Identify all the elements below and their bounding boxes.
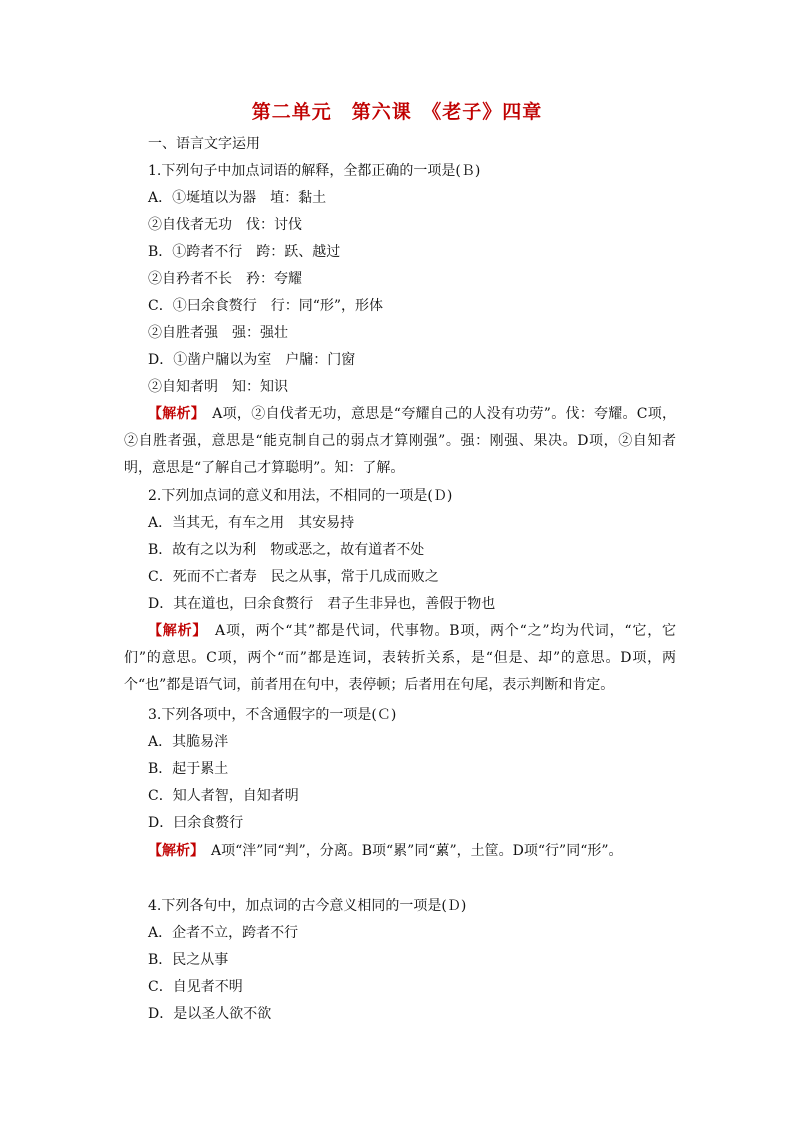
q2-option-a: A．当其无，有车之用 其安易持 bbox=[148, 515, 355, 531]
question-3-stem: 3.下列各项中，不含通假字的一项是(Ｃ) bbox=[148, 707, 397, 723]
section-heading: 一、语言文字运用 bbox=[148, 136, 260, 152]
q2-option-b: B．故有之以为利 物或恶之，故有道者不处 bbox=[148, 542, 425, 558]
q1-option-c2: ②自胜者强 强：强壮 bbox=[148, 325, 288, 341]
q3-analysis bbox=[124, 838, 676, 865]
q1-option-b1: B．①跨者不行 跨：跃、越过 bbox=[148, 244, 341, 260]
q1-option-a2: ②自伐者无功 伐：讨伐 bbox=[148, 217, 302, 233]
question-1-stem: 1.下列句子中加点词语的解释，全都正确的一项是(Ｂ) bbox=[148, 163, 481, 179]
q1-option-b2: ②自矜者不长 矜：夸耀 bbox=[148, 271, 302, 287]
question-2-stem: 2.下列加点词的意义和用法，不相同的一项是(Ｄ) bbox=[148, 488, 453, 504]
q4-option-b: B．民之从事 bbox=[148, 952, 229, 968]
q3-option-c: C．知人者智，自知者明 bbox=[148, 788, 299, 804]
q1-option-a1: A．①埏埴以为器 埴：黏土 bbox=[148, 190, 327, 206]
q3-option-d: D．曰余食赘行 bbox=[148, 815, 244, 831]
q2-option-d: D．其在道也，曰余食赘行 君子生非异也，善假于物也 bbox=[148, 596, 496, 612]
q3-option-a: A．其脆易泮 bbox=[148, 734, 229, 750]
analysis-tag: 【解析】 bbox=[148, 843, 197, 859]
q1-analysis bbox=[124, 401, 676, 482]
analysis-tag: 【解析】 bbox=[148, 406, 199, 422]
q4-option-a: A．企者不立，跨者不行 bbox=[148, 925, 299, 941]
q4-option-d: D．是以圣人欲不欲 bbox=[148, 1006, 272, 1022]
analysis-tag: 【解析】 bbox=[148, 623, 201, 639]
q3-analysis-text: A项“泮”同“判”，分离。B项“累”同“蔂”，土筐。D项“行”同“形”。 bbox=[197, 843, 623, 859]
q3-option-b: B．起于累土 bbox=[148, 761, 229, 777]
page-title: 第二单元 第六课 《老子》四章 bbox=[251, 101, 543, 123]
q2-analysis bbox=[124, 618, 676, 699]
q4-option-c: C．自见者不明 bbox=[148, 979, 243, 995]
q1-option-d1: D．①凿户牖以为室 户牖：门窗 bbox=[148, 352, 356, 368]
q2-analysis-text: A项，两个“其”都是代词，代事物。B项，两个“之”均为代词，“它，它们”的意思。C项，两个“而”都是连词，表转折关系，是“但是、却”的意思。D项，两个“也”都是语气词，前者用在句中，表停顿；后者用在句尾，表示判断和肯定。 bbox=[124, 623, 677, 693]
q2-option-c: C．死而不亡者寿 民之从事，常于几成而败之 bbox=[148, 569, 439, 585]
q1-option-c1: C．①曰余食赘行 行：同“形”，形体 bbox=[148, 298, 384, 314]
q1-option-d2: ②自知者明 知：知识 bbox=[148, 379, 288, 395]
question-4-stem: 4.下列各句中，加点词的古今意义相同的一项是(Ｄ) bbox=[148, 898, 467, 914]
q1-analysis-text: A项，②自伐者无功，意思是“夸耀自己的人没有功劳”。伐：夸耀。C项，②自胜者强，意思是“能克制自己的弱点才算刚强”。强：刚强、果决。D项，②自知者明，意思是“了解自己才算聪明”。知：了解。 bbox=[124, 406, 677, 476]
